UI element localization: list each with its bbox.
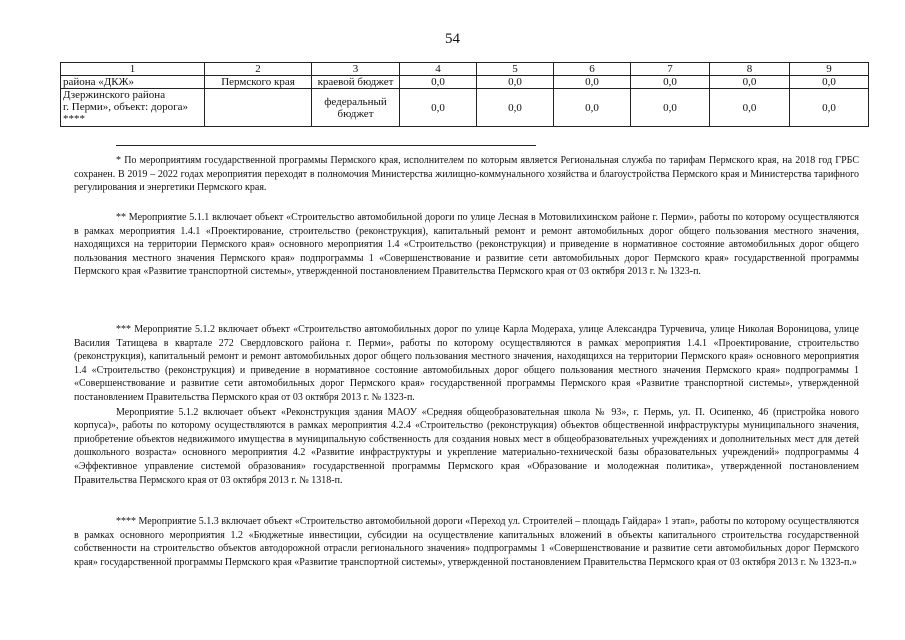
page-number: 54: [445, 31, 460, 47]
header-cell: 7: [631, 63, 710, 76]
value-cell: 0,0: [400, 89, 477, 127]
budget-source-line: бюджет: [337, 107, 374, 120]
header-cell: 2: [205, 63, 312, 76]
object-name-line: г. Перми», объект: дорога»: [63, 101, 188, 113]
header-cell: 3: [312, 63, 400, 76]
footnote-3: [74, 323, 859, 487]
region-text: Пермского края: [221, 76, 295, 88]
table-row: [61, 76, 869, 89]
value-cell: 0,0: [790, 89, 869, 127]
footnote-text: * По мероприятиям государственной программы Пермского края, исполнителем по которым является Региональная служба по тарифам Пермского края, на 2018 год ГРБС сохранен. В 2019 – 2022 годах мероприятия переходят в полномочия Министерства жилищно-коммунального хозяйства и благоустройства Пермского края и Министерства тарифного регулирования и энергетики Пермского края.: [74, 155, 859, 194]
header-cell: 4: [400, 63, 477, 76]
value-cell: 0,0: [554, 89, 631, 127]
value-cell: 0,0: [477, 89, 554, 127]
footnote-2: [74, 211, 859, 279]
header-cell: 9: [790, 63, 869, 76]
region-cell: [205, 76, 312, 89]
footnote-text: Мероприятие 5.1.2 включает объект «Реконструкция здания МАОУ «Средняя общеобразовательная школа № 93», г. Пермь, ул. П. Осипенко, 46 (пристройка нового корпуса)», работы по которому осуществляются в рамках мероприятия 4.2.4 «Строительство (реконструкция) объектов общественной инфраструктуры муниципального значения, приобретение объектов недвижимого имущества в муниципальную собственность для создания новых мест в общеобразовательных учреждениях и дополнительных мест для детей дошкольного возраста» основного мероприятия 4.2 «Развитие инфраструктуры и укрепление материально-технической базы образовательных учреждений» подпрограммы 4 «Эффективное управление системой образования» государственной программы Пермского края «Образование и молодежная политика», утвержденной постановлением Правительства Пермского края от 03 октября 2013 г. № 1318-п.: [74, 406, 859, 486]
object-name-text: района «ДКЖ»: [63, 76, 134, 88]
table-row: [61, 89, 869, 127]
region-cell: [205, 89, 312, 127]
footnote-separator: [116, 145, 536, 146]
header-cell: 5: [477, 63, 554, 76]
budget-source-line: федеральный: [324, 95, 387, 108]
footnote-1: [74, 154, 859, 195]
value-cell: 0,0: [631, 76, 710, 89]
object-name-line: Дзержинского района: [63, 89, 166, 101]
value-cell: 0,0: [631, 89, 710, 127]
footnote-text: ** Мероприятие 5.1.1 включает объект «Строительство автомобильной дороги по улице Лесная в Мотовилихинском районе г. Перми», работы по которому осуществляются в рамках мероприятия 1.4.1 «Проектирование, строительство (реконструкция), капитальный ремонт и ремонт автомобильных дорог общего пользования местного значения, находящихся на территории Пермского края» основного мероприятия 1.4 «Строительство (реконструкция) и приведение в нормативное состояние автомобильных дорог общего пользования местного значения Пермского края» подпрограммы 1 «Совершенствование и развитие сети автомобильных дорог Пермского края» государственной программы Пермского края «Развитие транспортной системы», утвержденной постановлением Правительства Пермского края от 03 октября 2013 г. № 1323-п.: [74, 212, 859, 278]
budget-source-text: краевой бюджет: [317, 76, 394, 88]
value-cell: 0,0: [710, 76, 790, 89]
budget-source-cell: [312, 76, 400, 89]
value-cell: 0,0: [710, 89, 790, 127]
footnote-text: **** Мероприятие 5.1.3 включает объект «Строительство автомобильной дороги «Переход ул. Строителей – площадь Гайдара» 1 этап», работы по которому осуществляются в рамках основного мероприятия 1.2 «Бюджетные инвестиции, субсидии на осуществление капитальных вложений в объекты капитального строительства государственной собственности на строительство объектов автодорожной отрасли регионального значения» подпрограммы 1 «Совершенствование и развитие сети автомобильных дорог Пермского края» государственной программы Пермского края «Развитие транспортной системы», утвержденной постановлением Правительства Пермского края от 03 октября 2013 г. № 1323-п.»: [74, 516, 859, 568]
budget-table: [60, 62, 869, 127]
value-cell: 0,0: [400, 76, 477, 89]
footnote-4: [74, 515, 859, 569]
table-header-row: [61, 63, 869, 76]
value-cell: 0,0: [554, 76, 631, 89]
budget-source-cell: [312, 89, 400, 127]
value-cell: 0,0: [477, 76, 554, 89]
header-cell: 1: [61, 63, 205, 76]
footnote-marker: ****: [63, 113, 85, 125]
header-cell: 6: [554, 63, 631, 76]
object-name-cell: [61, 89, 205, 127]
footnote-text: *** Мероприятие 5.1.2 включает объект «Строительство автомобильных дорог по улице Карла Модераха, улице Александра Турчевича, улице Николая Вороницова, улице Василия Татищева в квартале 272 Свердловского района г. Перми», работы по которому осуществляются в рамках мероприятия 1.4.1 «Проектирование, строительство (реконструкция), капитальный ремонт и ремонт автомобильных дорог общего пользования местного значения, находящихся на территории Пермского края» основного мероприятия 1.4 «Строительство (реконструкция) и приведение в нормативное состояние автомобильных дорог общего пользования местного значения Пермского края» подпрограммы 1 «Совершенствование и развитие сети автомобильных дорог Пермского края» государственной программы Пермского края «Развитие транспортной системы», утвержденной постановлением Правительства Пермского края от 03 октября 2013 г. № 1323-п.: [74, 324, 859, 403]
value-cell: 0,0: [790, 76, 869, 89]
header-cell: 8: [710, 63, 790, 76]
object-name-cell: [61, 76, 205, 89]
